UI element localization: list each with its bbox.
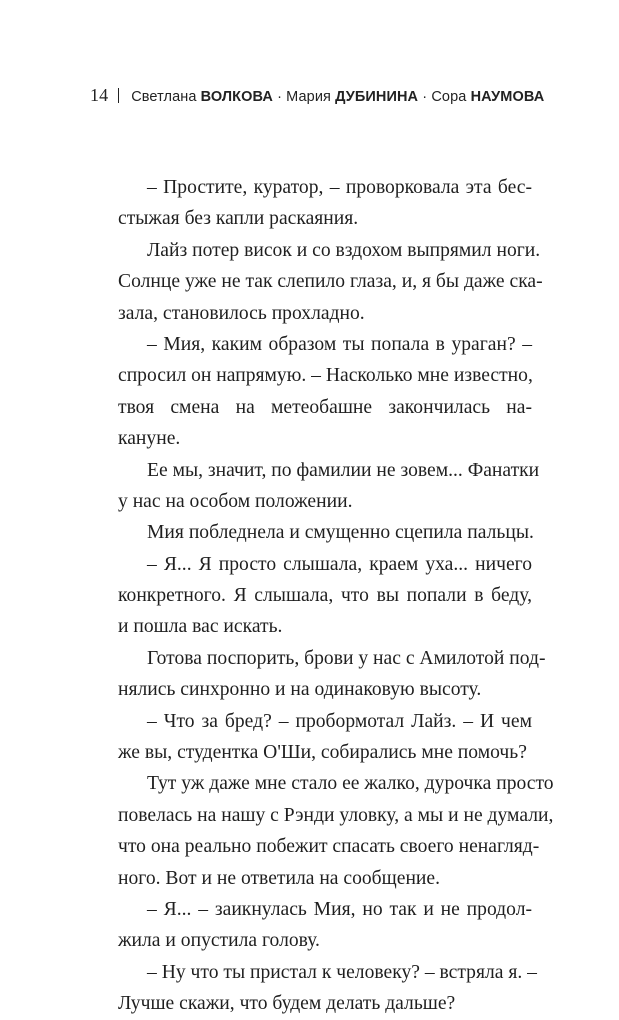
header-dot-1: · [277, 89, 283, 105]
author-2-last-name: ДУБИНИНА [335, 89, 419, 105]
paragraph [118, 172, 532, 235]
author-1-last-name: ВОЛКОВА [200, 89, 273, 105]
text-line: – Ну что ты пристал к человеку? – встряла я. – [147, 961, 537, 983]
paragraph [118, 957, 537, 1020]
text-line: кануне. [118, 428, 181, 450]
text-line: – Что за бред? – пробормотал Лайз. – И чем [147, 710, 532, 732]
text-line: – Я... Я просто слышала, краем уха... ничего [147, 553, 532, 575]
text-line: что она реально побежит спасать своего ненагляд- [118, 836, 540, 858]
paragraph [118, 706, 532, 769]
running-head [90, 85, 544, 106]
body-text [118, 172, 554, 1020]
text-line: Готова поспорить, брови у нас с Амилотой под- [147, 647, 546, 669]
text-line: – Простите, куратор, – проворковала эта бес- [147, 177, 532, 198]
paragraph [118, 235, 543, 329]
text-line: ного. Вот и не ответила на сообщение. [118, 867, 441, 889]
text-line: твоя смена на метеобашне закончилась на- [118, 396, 532, 418]
paragraph [118, 643, 546, 706]
author-1-first-name: Светлана [131, 89, 197, 105]
page-number: 14 [90, 85, 109, 105]
header-separator [118, 88, 119, 103]
text-line: и пошла вас искать. [118, 616, 283, 638]
header-dot-2: · [422, 89, 428, 105]
text-line: Тут уж даже мне стало ее жалко, дурочка просто [147, 773, 554, 795]
text-line: Солнце уже не так слепило глаза, и, я бы даже ска- [118, 271, 543, 293]
text-line: Лайз потер висок и со вздохом выпрямил ноги. [147, 239, 541, 261]
text-line: конкретного. Я слышала, что вы попали в беду, [118, 585, 532, 607]
paragraph [118, 894, 532, 957]
text-line: – Я... – заикнулась Мия, но так и не продол- [147, 898, 532, 920]
author-3-last-name: НАУМОВА [470, 89, 545, 105]
paragraph [118, 517, 532, 548]
text-line: – Мия, каким образом ты попала в ураган? – [147, 333, 532, 355]
paragraph [118, 455, 540, 518]
author-2-first-name: Мария [286, 89, 331, 105]
text-line: Мия побледнела и смущенно сцепила пальцы. [147, 522, 534, 544]
text-line: же вы, студентка О'Ши, собирались мне помочь? [118, 742, 527, 764]
text-line: жила и опустила голову. [118, 930, 320, 952]
text-line: у нас на особом положении. [118, 490, 353, 512]
text-line: спросил он напрямую. – Насколько мне известно, [118, 365, 533, 387]
text-line: нялись синхронно и на одинаковую высоту. [118, 679, 482, 701]
paragraph [118, 329, 532, 455]
author-3-first-name: Сора [431, 89, 467, 105]
text-line: Ее мы, значит, по фамилии не зовем... Фанатки [147, 459, 540, 481]
text-line: Лучше скажи, что будем делать дальше? [118, 993, 456, 1015]
paragraph [118, 768, 554, 894]
text-line: зала, становилось прохладно. [118, 302, 365, 324]
paragraph [118, 549, 532, 643]
text-line: стыжая без капли раскаяния. [118, 208, 359, 230]
text-line: повелась на нашу с Рэнди уловку, а мы и не думали, [118, 804, 554, 826]
